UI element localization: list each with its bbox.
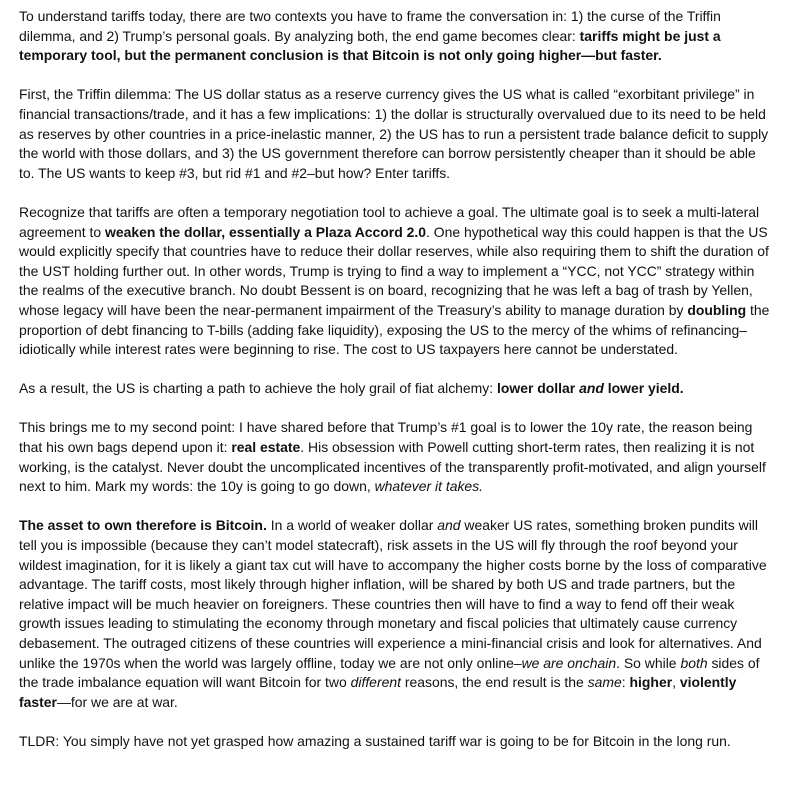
- bold-span: The asset to own therefore is Bitcoin.: [19, 517, 267, 534]
- bold-span: tariffs might be just a temporary tool, but the permanent conclusion is that Bitcoin is not only going higher—but faster.: [19, 27, 721, 64]
- text-span: TLDR: You simply have not yet grasped how amazing a sustained tariff war is going to be for Bitcoin in the long run.: [19, 732, 731, 749]
- italic-span: and: [437, 517, 461, 534]
- italic-span: same: [587, 674, 622, 691]
- paragraph-triffin-dilemma: [19, 85, 771, 183]
- bold-span: higher: [629, 674, 673, 691]
- italic-span: both: [680, 654, 708, 671]
- text-span: . His obsession with Powell cutting short-term rates, then realizing it is not working, is the catalyst. Never doubt the uncomplicated incentives of the transparently profit-motivated, and align yourself next to him. Mark my words: the 10y is going to go down,: [19, 439, 766, 495]
- bold-span: violently faster: [19, 674, 737, 710]
- text-span: First, the Triffin dilemma: The US dollar status as a reserve currency gives the US what is called “exorbitant privilege” in financial transactions/trade, and it has a few implications: 1) the dollar is structurally overvalued due to its need to be held as reserves by other countries in a price-inelastic manner, 2) the US has to run a persistent trade balance deficit to supply the world with those dollars, and 3) the US government therefore can borrow persistently cheaper than it should be able to. The US wants to keep #3, but rid #1 and #2–but how? Enter tariffs.: [19, 86, 769, 181]
- article-body: [19, 7, 771, 752]
- text-span: Recognize that tariffs are often a temporary negotiation tool to achieve a goal. The ultimate goal is to seek a multi-lateral agreement to: [19, 203, 760, 240]
- text-span: the proportion of debt financing to T-bills (adding fake liquidity), exposing the US to the mercy of the whims of refinancing– idiotically while interest rates were beginning to rise. The cost to US taxpayers here cannot be understated.: [19, 301, 770, 358]
- bold-span: real estate: [231, 439, 301, 456]
- bold-span: lower dollar: [497, 380, 580, 397]
- paragraph-negotiation-tool: [19, 203, 771, 360]
- paragraph-intro: [19, 7, 771, 66]
- text-span: sides of the trade imbalance equation will want Bitcoin for two: [19, 654, 760, 691]
- italic-span: different: [350, 674, 401, 691]
- text-span: As a result, the US is charting a path to achieve the holy grail of fiat alchemy:: [19, 380, 497, 397]
- text-span: weaker US rates, something broken pundits will tell you is impossible (because they can’t model statecraft), risk assets in the US will fly through the roof beyond your wildest imagination, for it is likely a giant tax cut will have to accompany the higher costs borne by the loss of comparative advantage. The tariff costs, most likely through higher inflation, will be shared by both US and trade partners, but the relative impact will be much heavier on foreigners. These countries then will have to find a way to fend off their weak growth issues leading to stimulating the economy through monetary and fiscal policies that ultimately cause currency debasement. The outraged citizens of these countries will experience a mini-financial crisis and look for alternatives. And unlike the 1970s when the world was largely offline, today we are not only online–: [19, 517, 767, 671]
- paragraph-second-point: [19, 418, 771, 496]
- text-span: In a world of weaker dollar: [266, 517, 438, 534]
- text-span: —for we are at war.: [56, 693, 178, 710]
- bold-italic-span: [579, 380, 604, 396]
- text-span: :: [621, 674, 630, 691]
- italic-span: we are onchain: [521, 654, 617, 671]
- text-span: To understand tariffs today, there are two contexts you have to frame the conversation in: 1) the curse of the Triffin dilemma, and 2) Trump’s personal goals. By analyzing both, the end game becomes clear:: [19, 8, 721, 44]
- text-span: reasons, the end result is the: [400, 674, 588, 691]
- paragraph-fiat-alchemy: [19, 379, 771, 399]
- text-span: This brings me to my second point: I have shared before that Trump’s #1 goal is to lower the 10y rate, the reason being that his own bags depend upon it:: [19, 419, 753, 456]
- text-span: . One hypothetical way this could happen is that the US would explicitly specify that countries have to reduce their dollar reserves, while also requiring them to shift the duration of the UST holding further out. In other words, Trump is trying to find a way to implement a “YCC, not YCC” strategy within the realms of the executive branch. No doubt Bessent is on board, recognizing that he was left a bag of trash by Yellen, whose legacy will have been the near-permanent impairment of the Treasury’s ability to manage duration by: [19, 223, 769, 318]
- bold-span: lower yield.: [603, 380, 684, 397]
- italic-span: and: [579, 380, 604, 397]
- text-span: ,: [672, 674, 680, 691]
- text-span: . So while: [616, 654, 681, 671]
- bold-span: weaken the dollar, essentially a Plaza Accord 2.0: [105, 223, 426, 240]
- paragraph-asset-bitcoin: [19, 516, 771, 712]
- bold-span: doubling: [687, 301, 747, 318]
- italic-span: whatever it takes.: [374, 478, 484, 495]
- paragraph-tldr: [19, 732, 771, 752]
